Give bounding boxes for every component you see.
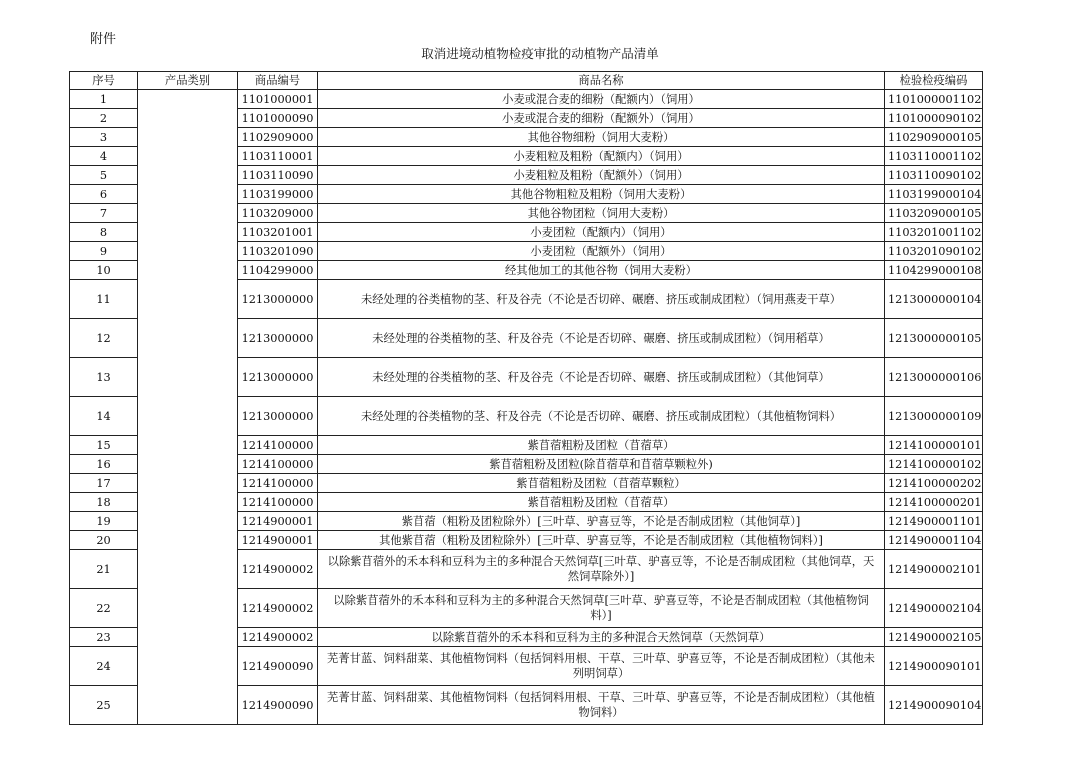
cell-product-name: 芜菁甘蓝、饲料甜菜、其他植物饲料（包括饲料用根、干草、三叶草、驴喜豆等，不论是否制成团粒）（其他植物饲料） [318, 686, 885, 725]
column-header-category: 产品类别 [138, 72, 238, 90]
cell-hs-code: 1103201090 [238, 242, 318, 261]
cell-no: 10 [70, 261, 138, 280]
cell-product-name: 紫苜蓿粗粉及团粒（苜蓿草） [318, 436, 885, 455]
cell-hs-code: 1214900002 [238, 628, 318, 647]
cell-hs-code: 1213000000 [238, 280, 318, 319]
cell-hs-code: 1214900090 [238, 686, 318, 725]
cell-hs-code: 1214900090 [238, 647, 318, 686]
cell-ciq-code: 1213000000105 [885, 319, 983, 358]
cell-product-name: 未经处理的谷类植物的茎、秆及谷壳（不论是否切碎、碾磨、挤压或制成团粒）（饲用稻草） [318, 319, 885, 358]
cell-product-name: 其他谷物团粒（饲用大麦粉） [318, 204, 885, 223]
cell-ciq-code: 1213000000104 [885, 280, 983, 319]
cell-hs-code: 1101000090 [238, 109, 318, 128]
column-header-ciq-code: 检验检疫编码 [885, 72, 983, 90]
cell-no: 17 [70, 474, 138, 493]
cell-ciq-code: 1103110090102 [885, 166, 983, 185]
cell-ciq-code: 1214900001104 [885, 531, 983, 550]
cell-no: 8 [70, 223, 138, 242]
cell-no: 5 [70, 166, 138, 185]
cell-hs-code: 1214100000 [238, 455, 318, 474]
cell-ciq-code: 1214900090104 [885, 686, 983, 725]
cell-product-name: 芜菁甘蓝、饲料甜菜、其他植物饲料（包括饲料用根、干草、三叶草、驴喜豆等，不论是否制成团粒）（其他未列明饲草） [318, 647, 885, 686]
cell-no: 18 [70, 493, 138, 512]
cell-hs-code: 1103209000 [238, 204, 318, 223]
cell-ciq-code: 1214100000102 [885, 455, 983, 474]
cell-no: 2 [70, 109, 138, 128]
column-header-hs-code: 商品编号 [238, 72, 318, 90]
cell-hs-code: 1103110001 [238, 147, 318, 166]
cell-hs-code: 1214100000 [238, 493, 318, 512]
cell-ciq-code: 1103209000105 [885, 204, 983, 223]
cell-ciq-code: 1101000001102 [885, 90, 983, 109]
cell-product-name: 紫苜蓿（粗粉及团粒除外）[三叶草、驴喜豆等，不论是否制成团粒（其他饲草）] [318, 512, 885, 531]
column-header-product-name: 商品名称 [318, 72, 885, 90]
cell-ciq-code: 1214900002105 [885, 628, 983, 647]
cell-ciq-code: 1214900002101 [885, 550, 983, 589]
cell-no: 13 [70, 358, 138, 397]
cell-hs-code: 1214900001 [238, 512, 318, 531]
page-title: 取消进境动植物检疫审批的动植物产品清单 [421, 46, 659, 61]
cell-product-name: 紫苜蓿粗粉及团粒(除苜蓿草和苜蓿草颗粒外) [318, 455, 885, 474]
cell-no: 21 [70, 550, 138, 589]
cell-product-name: 小麦或混合麦的细粉（配额外）（饲用） [318, 109, 885, 128]
cell-hs-code: 1103201001 [238, 223, 318, 242]
cell-hs-code: 1213000000 [238, 358, 318, 397]
cell-hs-code: 1101000001 [238, 90, 318, 109]
cell-hs-code: 1214900002 [238, 550, 318, 589]
cell-product-name: 小麦或混合麦的细粉（配额内）（饲用） [318, 90, 885, 109]
cell-hs-code: 1213000000 [238, 397, 318, 436]
cell-no: 15 [70, 436, 138, 455]
cell-product-name: 以除紫苜蓿外的禾本科和豆科为主的多种混合天然饲草[三叶草、驴喜豆等，不论是否制成团粒（其他饲草，天然饲草除外）] [318, 550, 885, 589]
cell-hs-code: 1214900001 [238, 531, 318, 550]
table-body [70, 90, 983, 725]
cell-product-name: 未经处理的谷类植物的茎、秆及谷壳（不论是否切碎、碾磨、挤压或制成团粒）（饲用燕麦干草） [318, 280, 885, 319]
cell-ciq-code: 1214100000201 [885, 493, 983, 512]
cell-hs-code: 1214100000 [238, 436, 318, 455]
cell-product-name: 小麦团粒（配额外）（饲用） [318, 242, 885, 261]
cell-no: 24 [70, 647, 138, 686]
cell-product-name: 其他谷物细粉（饲用大麦粉） [318, 128, 885, 147]
cell-ciq-code: 1103199000104 [885, 185, 983, 204]
cell-ciq-code: 1103110001102 [885, 147, 983, 166]
cell-ciq-code: 1214900002104 [885, 589, 983, 628]
cell-product-name: 以除紫苜蓿外的禾本科和豆科为主的多种混合天然饲草[三叶草、驴喜豆等，不论是否制成团粒（其他植物饲料）] [318, 589, 885, 628]
cell-no: 12 [70, 319, 138, 358]
cell-ciq-code: 1102909000105 [885, 128, 983, 147]
cell-hs-code: 1103110090 [238, 166, 318, 185]
cell-product-name: 未经处理的谷类植物的茎、秆及谷壳（不论是否切碎、碾磨、挤压或制成团粒）（其他饲草） [318, 358, 885, 397]
product-list-table [69, 71, 983, 725]
cell-no: 22 [70, 589, 138, 628]
cell-hs-code: 1102909000 [238, 128, 318, 147]
cell-product-name: 小麦团粒（配额内）（饲用） [318, 223, 885, 242]
cell-product-name: 小麦粗粒及粗粉（配额外）（饲用） [318, 166, 885, 185]
cell-no: 9 [70, 242, 138, 261]
cell-ciq-code: 1214100000101 [885, 436, 983, 455]
cell-ciq-code: 1104299000108 [885, 261, 983, 280]
cell-no: 11 [70, 280, 138, 319]
cell-hs-code: 1104299000 [238, 261, 318, 280]
cell-no: 4 [70, 147, 138, 166]
attachment-label: 附件 [90, 32, 117, 47]
cell-ciq-code: 1213000000106 [885, 358, 983, 397]
column-header-no: 序号 [70, 72, 138, 90]
cell-hs-code: 1103199000 [238, 185, 318, 204]
cell-product-name: 其他谷物粗粒及粗粉（饲用大麦粉） [318, 185, 885, 204]
cell-product-name: 紫苜蓿粗粉及团粒（苜蓿草） [318, 493, 885, 512]
cell-ciq-code: 1214900001101 [885, 512, 983, 531]
cell-product-name: 小麦粗粒及粗粉（配额内）（饲用） [318, 147, 885, 166]
cell-no: 3 [70, 128, 138, 147]
cell-product-name: 经其他加工的其他谷物（饲用大麦粉） [318, 261, 885, 280]
cell-ciq-code: 1103201090102 [885, 242, 983, 261]
cell-no: 14 [70, 397, 138, 436]
cell-product-name: 紫苜蓿粗粉及团粒（苜蓿草颗粒） [318, 474, 885, 493]
cell-ciq-code: 1214100000202 [885, 474, 983, 493]
cell-no: 19 [70, 512, 138, 531]
cell-no: 20 [70, 531, 138, 550]
table-row [70, 90, 983, 109]
cell-hs-code: 1214900002 [238, 589, 318, 628]
cell-no: 1 [70, 90, 138, 109]
table-header-row [70, 72, 983, 90]
cell-no: 7 [70, 204, 138, 223]
cell-hs-code: 1213000000 [238, 319, 318, 358]
cell-product-name: 未经处理的谷类植物的茎、秆及谷壳（不论是否切碎、碾磨、挤压或制成团粒）（其他植物饲料） [318, 397, 885, 436]
cell-no: 16 [70, 455, 138, 474]
cell-ciq-code: 1103201001102 [885, 223, 983, 242]
cell-ciq-code: 1214900090101 [885, 647, 983, 686]
cell-product-name: 以除紫苜蓿外的禾本科和豆科为主的多种混合天然饲草（天然饲草） [318, 628, 885, 647]
cell-ciq-code: 1213000000109 [885, 397, 983, 436]
cell-no: 25 [70, 686, 138, 725]
cell-no: 6 [70, 185, 138, 204]
cell-no: 23 [70, 628, 138, 647]
cell-category [138, 90, 238, 725]
cell-hs-code: 1214100000 [238, 474, 318, 493]
cell-product-name: 其他紫苜蓿（粗粉及团粒除外）[三叶草、驴喜豆等，不论是否制成团粒（其他植物饲料）] [318, 531, 885, 550]
cell-ciq-code: 1101000090102 [885, 109, 983, 128]
